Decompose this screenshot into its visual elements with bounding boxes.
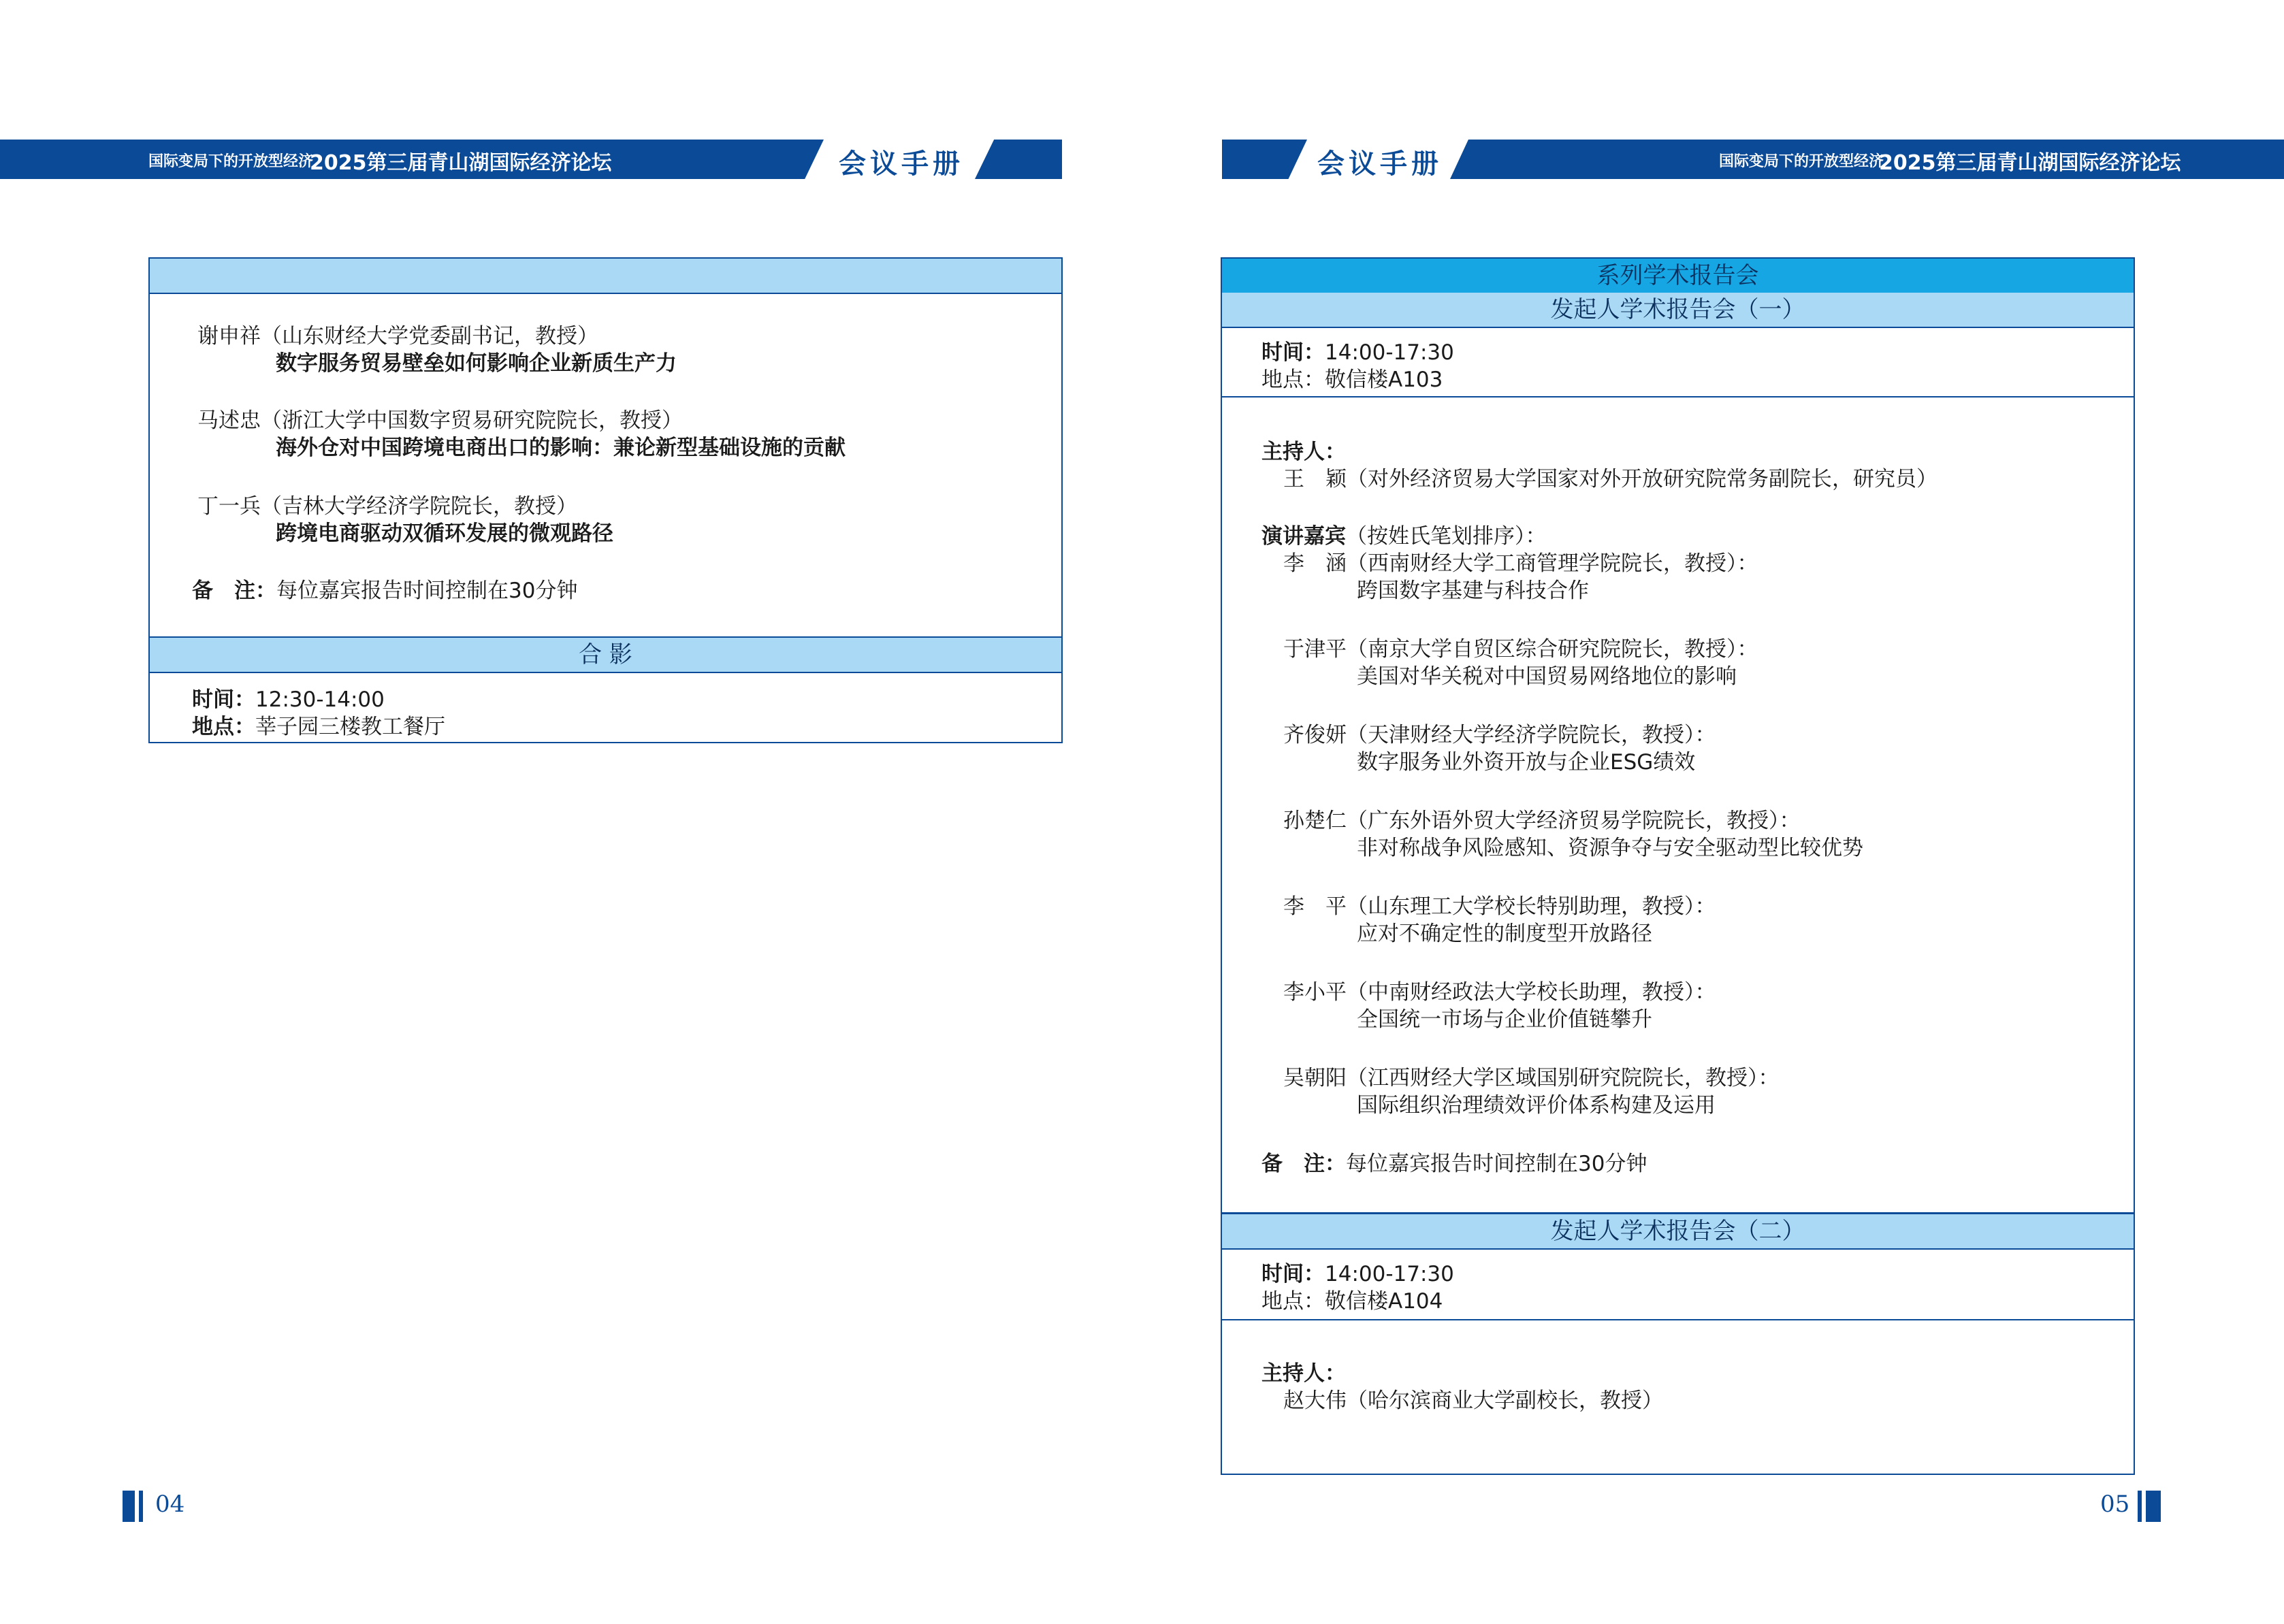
session2-box xyxy=(1221,1213,2135,1475)
note-text: 每位嘉宾报告时间控制在30分钟 xyxy=(276,579,578,603)
divider xyxy=(1222,327,2134,328)
photo-place xyxy=(192,709,445,740)
place-label: 地点： xyxy=(192,715,255,739)
time-value: 14:00-17:30 xyxy=(1325,1262,1454,1286)
page-number-bar-right xyxy=(2146,1491,2161,1522)
divider xyxy=(1222,1319,2134,1320)
note-label: 备 注： xyxy=(192,579,276,603)
photo-time xyxy=(192,682,385,713)
speaker-name: 谢申祥（山东财经大学党委副书记，教授） xyxy=(197,324,598,348)
speakers-label: 演讲嘉宾 xyxy=(1261,524,1346,549)
left-top-bar xyxy=(150,259,1061,293)
time-label: 时间： xyxy=(1261,1262,1325,1286)
series-title-bar: 系列学术报告会 xyxy=(1222,259,2134,293)
session2-place xyxy=(1261,1284,1443,1314)
time-label: 时间： xyxy=(192,687,255,712)
place-label: 地点： xyxy=(1261,1289,1325,1314)
session2-title-bar: 发起人学术报告会（二） xyxy=(1222,1214,2134,1248)
speaker-topic: 数字服务贸易壁垒如何影响企业新质生产力 xyxy=(276,351,677,376)
right-header-tab xyxy=(1222,140,1307,179)
left-header xyxy=(0,140,1062,179)
photo-title-bar: 合 影 xyxy=(150,638,1061,672)
place-value: 敬信楼A104 xyxy=(1325,1289,1443,1314)
host-label: 主持人： xyxy=(1261,1361,1346,1386)
speaker-name: 马述忠（浙江大学中国数字贸易研究院院长，教授） xyxy=(197,408,683,433)
time-value: 12:30-14:00 xyxy=(255,687,385,712)
note-label: 备 注： xyxy=(1261,1152,1346,1176)
right-session-box xyxy=(1221,257,2135,1214)
session1-title-bar: 发起人学术报告会（一） xyxy=(1222,293,2134,327)
note-text: 每位嘉宾报告时间控制在30分钟 xyxy=(1346,1152,1647,1176)
speaker-topic: 全国统一市场与企业价值链攀升 xyxy=(1357,1007,1652,1032)
speaker-name: 齐俊妍（天津财经大学经济学院院长，教授）： xyxy=(1283,723,1716,747)
divider xyxy=(1222,396,2134,397)
left-session-box xyxy=(148,257,1063,743)
left-header-subtitle: 国际变局下的开放型经济 xyxy=(148,153,314,170)
time-value: 14:00-17:30 xyxy=(1325,340,1454,365)
note xyxy=(1261,1146,1647,1177)
speaker-topic: 美国对华关税对中国贸易网络地位的影响 xyxy=(1357,664,1737,689)
page-number-bar-right-thin xyxy=(2138,1491,2142,1522)
page-number-bar-left-thin xyxy=(139,1491,143,1522)
speaker-topic: 跨国数字基建与科技合作 xyxy=(1357,579,1589,603)
speaker-topic: 数字服务业外资开放与企业ESG绩效 xyxy=(1357,750,1696,775)
speaker-topic: 应对不确定性的制度型开放路径 xyxy=(1357,922,1652,946)
page-number-right: 05 xyxy=(2100,1491,2130,1518)
speaker-name: 吴朝阳（江西财经大学区域国别研究院院长，教授）： xyxy=(1283,1066,1780,1090)
speaker-topic: 跨境电商驱动双循环发展的微观路径 xyxy=(276,521,613,546)
left-header-tab xyxy=(975,140,1062,179)
speakers-heading xyxy=(1261,519,1547,549)
session2-time xyxy=(1261,1256,1454,1287)
time-label: 时间： xyxy=(1261,340,1325,365)
session1-time xyxy=(1261,335,1454,366)
right-header xyxy=(1222,140,2284,179)
speaker-name: 孙楚仁（广东外语外贸大学经济贸易学院院长，教授）： xyxy=(1283,809,1801,833)
place-label: 地点： xyxy=(1261,368,1325,392)
left-header-handbook: 会议手册 xyxy=(839,148,964,180)
divider xyxy=(150,672,1061,673)
host: 赵大伟（哈尔滨商业大学副校长，教授） xyxy=(1283,1388,1663,1413)
speaker-topic: 国际组织治理绩效评价体系构建及运用 xyxy=(1357,1093,1716,1118)
left-header-forum-title: 2025第三届青山湖国际经济论坛 xyxy=(310,151,612,175)
speaker-name: 于津平（南京大学自贸区综合研究院院长，教授）： xyxy=(1283,637,1758,662)
speaker-name: 丁一兵（吉林大学经济学院院长，教授） xyxy=(197,494,577,519)
divider xyxy=(1222,1248,2134,1250)
page-number-left: 04 xyxy=(155,1491,185,1518)
speakers-note: （按姓氏笔划排序）： xyxy=(1346,524,1547,549)
speaker-name: 李小平（中南财经政法大学校长助理，教授）： xyxy=(1283,980,1716,1005)
right-header-forum-title: 2025第三届青山湖国际经济论坛 xyxy=(1879,151,2181,175)
host-label: 主持人： xyxy=(1261,440,1346,464)
right-header-subtitle: 国际变局下的开放型经济 xyxy=(1719,153,1884,170)
host: 王 颖（对外经济贸易大学国家对外开放研究院常务副院长，研究员） xyxy=(1283,467,1937,491)
divider xyxy=(150,293,1061,294)
place-value: 莘子园三楼教工餐厅 xyxy=(255,715,445,739)
note xyxy=(192,573,577,604)
page-number-bar-left xyxy=(123,1491,135,1522)
speaker-name: 李 涵（西南财经大学工商管理学院院长，教授）： xyxy=(1283,551,1758,576)
speaker-name: 李 平（山东理工大学校长特别助理，教授）： xyxy=(1283,894,1716,919)
right-header-handbook: 会议手册 xyxy=(1317,148,1443,180)
speaker-topic: 海外仓对中国跨境电商出口的影响：兼论新型基础设施的贡献 xyxy=(276,436,846,460)
session1-place xyxy=(1261,362,1443,393)
speaker-topic: 非对称战争风险感知、资源争夺与安全驱动型比较优势 xyxy=(1357,836,1863,860)
place-value: 敬信楼A103 xyxy=(1325,368,1443,392)
